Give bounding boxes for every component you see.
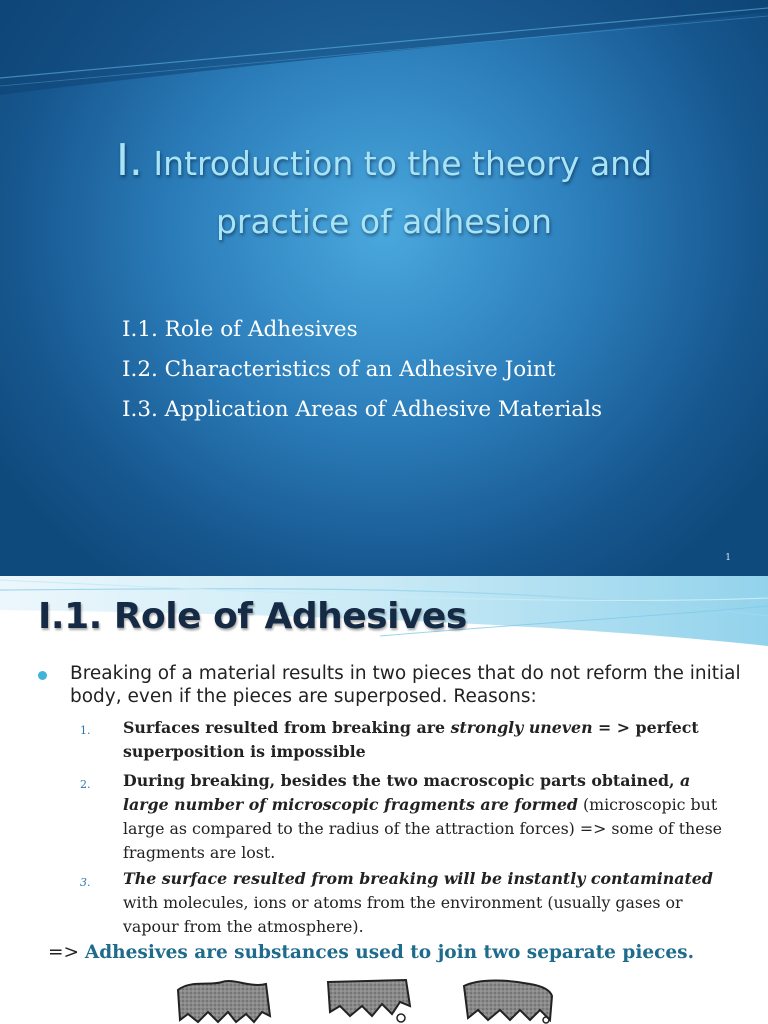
- list-item: [123, 769, 733, 865]
- conclusion: [48, 942, 694, 963]
- content-slide: [0, 576, 768, 1024]
- item-emphasis: strongly uneven: [450, 718, 593, 737]
- toc-item: I.2. Characteristics of an Adhesive Joint: [122, 357, 556, 382]
- list-number: 3.: [80, 876, 91, 889]
- toc-item: I.3. Application Areas of Adhesive Materials: [122, 397, 602, 422]
- bullet-icon: [38, 671, 47, 680]
- list-item: [123, 867, 733, 939]
- title-line-1: Introduction to the theory and: [153, 144, 653, 183]
- conclusion-prefix: =>: [48, 942, 85, 963]
- conclusion-highlight: Adhesives are substances used to join two separate pieces.: [84, 942, 695, 963]
- item-text-part: Surfaces resulted from breaking are: [123, 718, 451, 737]
- item-emphasis: The surface resulted from breaking will be instantly contaminated: [123, 869, 713, 888]
- slide-number: 1: [725, 553, 731, 563]
- item-text-part: with molecules, ions or atoms from the environment (usually gases or vapour from the atmosphere).: [123, 893, 683, 936]
- bullet-text: Breaking of a material results in two pieces that do not reform the initial body, even if the pieces are superposed. Reasons:: [70, 663, 741, 707]
- list-item: [123, 716, 733, 764]
- slide-title: I.1. Role of Adhesives: [38, 596, 467, 637]
- slide-title: [40, 132, 728, 251]
- bullet-point: [48, 662, 748, 708]
- table-of-contents: [122, 310, 602, 430]
- list-number: 1.: [80, 724, 91, 737]
- list-number: 2.: [80, 778, 91, 791]
- toc-item: I.1. Role of Adhesives: [122, 317, 358, 342]
- title-line-2: practice of adhesion: [215, 202, 553, 241]
- title-numeral: I.: [115, 135, 143, 186]
- slide-decoration: [0, 0, 768, 100]
- item-text-part: During breaking, besides the two macroscopic parts obtained,: [123, 771, 681, 790]
- fracture-illustration: [170, 976, 590, 1024]
- item-text-part: = > perfect superposition is impossible: [123, 718, 699, 761]
- item-text-part: (microscopic but large as compared to the radius of the attraction forces) => some of these fragments are lost.: [123, 795, 723, 862]
- item-emphasis: a large number of microscopic fragments are formed: [123, 771, 691, 814]
